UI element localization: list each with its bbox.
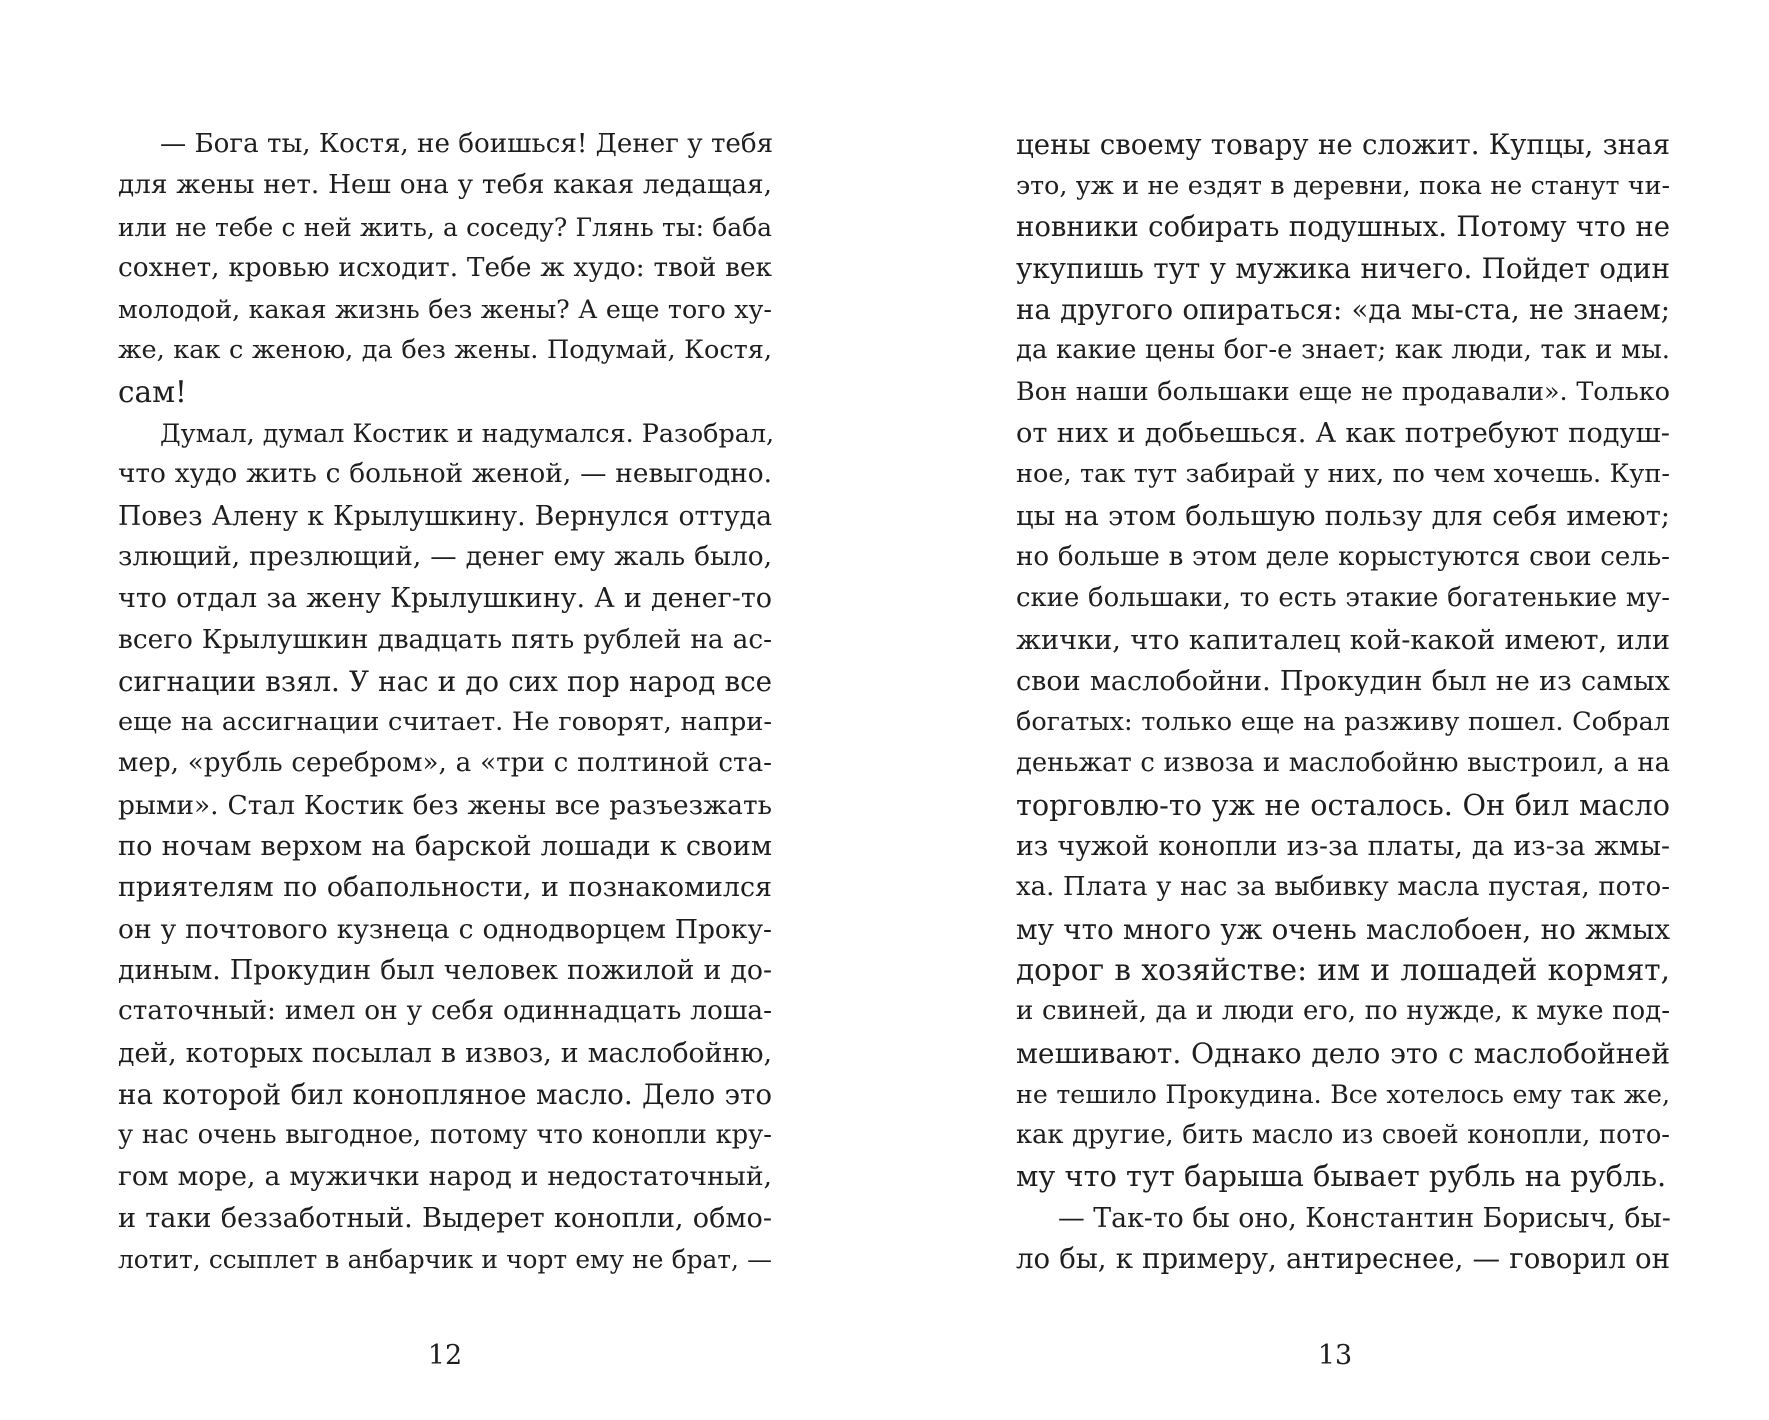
text-line: или не тебе с ней жить, а соседу? Глянь ты: баба [118, 212, 772, 242]
text-line: мер, «рубль серебром», а «три с полтиной ста- [118, 748, 772, 779]
text-line: как другие, бить масло из своей конопли, пото- [1016, 1120, 1670, 1151]
text-line: же, как с женою, да без жены. Подумай, Костя, [118, 335, 772, 366]
text-line: сам! [118, 374, 187, 409]
text-line: новники собирать подушных. Потому что не [1016, 210, 1670, 243]
right-page [884, 0, 1769, 1420]
page-number: 12 [427, 1340, 463, 1371]
left-page-text [118, 124, 775, 1280]
text-line: рыми». Стал Костик без жены все разъезжать [118, 789, 772, 821]
text-line: еще на ассигнации считает. Не говорят, напри- [118, 707, 772, 738]
text-line: дей, которых посылал в извоз, и маслобойню, [118, 1037, 772, 1069]
text-line: у нас очень выгодное, потому что конопли кру- [118, 1120, 772, 1151]
text-line: му что тут барыша бывает рубль на рубль. [1016, 1159, 1667, 1194]
text-line: на другого опираться: «да мы-ста, не знаем; [1016, 293, 1670, 327]
text-line: ские большаки, то есть этакие богатенькие му- [1016, 583, 1670, 614]
text-line: статочный: имел он у себя одиннадцать лоша- [118, 996, 772, 1027]
text-line: цены своему товару не сложит. Купцы, зная [1016, 128, 1670, 161]
text-line: от них и добьешься. А как потребуют подуш- [1016, 418, 1670, 450]
text-line: сигнации взял. У нас и до сих пор народ все [118, 664, 772, 698]
text-line: — Так-то бы оно, Константин Борисыч, бы- [1058, 1202, 1671, 1234]
text-line: что отдал за жену Крылушкину. А и денег-то [118, 583, 772, 615]
text-line: дорог в хозяйстве: им и лошадей кормят, [1016, 952, 1670, 987]
text-line: Вон наши большаки еще не продавали». Только [1016, 376, 1670, 407]
text-line: из чужой конопли из-за платы, да из-за жмы- [1016, 831, 1670, 863]
text-line: и таки беззаботный. Выдерет конопли, обмо- [118, 1202, 772, 1234]
page-number: 13 [1317, 1340, 1353, 1371]
text-line: это, уж и не ездят в деревни, пока не станут чи- [1016, 171, 1670, 201]
text-line: диным. Прокудин был человек пожилой и до- [118, 954, 772, 986]
text-line: он у почтового кузнеца с однодворцем Проку- [118, 913, 772, 945]
text-line: жички, что капиталец кой-какой имеют, или [1016, 624, 1670, 656]
text-line: что худо жить с больной женой, — невыгодно. [118, 459, 772, 490]
text-line: злющий, презлющий, — денег ему жаль было, [118, 541, 772, 572]
text-line: приятелям по обапольности, и познакомился [118, 872, 772, 904]
text-line: сохнет, кровью исходит. Тебе ж худо: твой век [118, 252, 772, 283]
text-line: молодой, какая жизнь без жены? А еще того ху- [118, 294, 772, 325]
text-line: ха. Плата у нас за выбивку масла пустая, пото- [1016, 872, 1670, 903]
text-line: торговлю-то уж не осталось. Он бил масло [1016, 787, 1670, 822]
text-line: Повез Алену к Крылушкину. Вернулся оттуда [118, 500, 772, 532]
text-line: цы на этом большую пользу для себя имеют; [1016, 500, 1670, 532]
text-line: по ночам верхом на барской лошади к своим [118, 831, 772, 863]
text-line: не тешило Прокудина. Все хотелось ему так же, [1016, 1079, 1670, 1109]
left-page [0, 0, 884, 1420]
text-line: всего Крылушкин двадцать пять рублей на ас- [118, 624, 772, 655]
text-line: но больше в этом деле корыстуются свои сель- [1016, 541, 1670, 572]
text-line: укупишь тут у мужика ничего. Пойдет один [1016, 251, 1670, 285]
text-line: ло бы, к примеру, антиреснее, — говорил он [1016, 1243, 1670, 1276]
text-line: да какие цены бог-е знает; как люди, так и мы. [1016, 335, 1670, 366]
text-line: мешивают. Однако дело это с маслобойней [1016, 1036, 1670, 1070]
text-line: — Бога ты, Костя, не боишься! Денег у тебя [160, 129, 774, 159]
text-line: свои маслобойни. Прокудин был не из самых [1016, 665, 1670, 697]
text-line: для жены нет. Неш она у тебя какая ледащая, [118, 170, 772, 201]
right-page-text [1016, 124, 1670, 1280]
text-line: му что много уж очень маслобоен, но жмых [1016, 912, 1670, 946]
text-line: лотит, ссыплет в анбарчик и чорт ему не брат, — [118, 1245, 772, 1275]
text-line: ное, так тут забирай у них, по чем хочешь. Куп- [1016, 459, 1670, 490]
text-line: на которой бил конопляное масло. Дело это [118, 1077, 772, 1111]
text-line: Думал, думал Костик и надумался. Разобрал, [160, 418, 775, 449]
text-line: деньжат с извоза и маслобойню выстроил, а на [1016, 748, 1670, 779]
text-line: и свиней, да и люди его, по нужде, к муке под- [1016, 996, 1670, 1027]
text-line: гом море, а мужички народ и недостаточный, [118, 1161, 772, 1193]
text-line: богатых: только еще на разживу пошел. Собрал [1016, 707, 1670, 738]
